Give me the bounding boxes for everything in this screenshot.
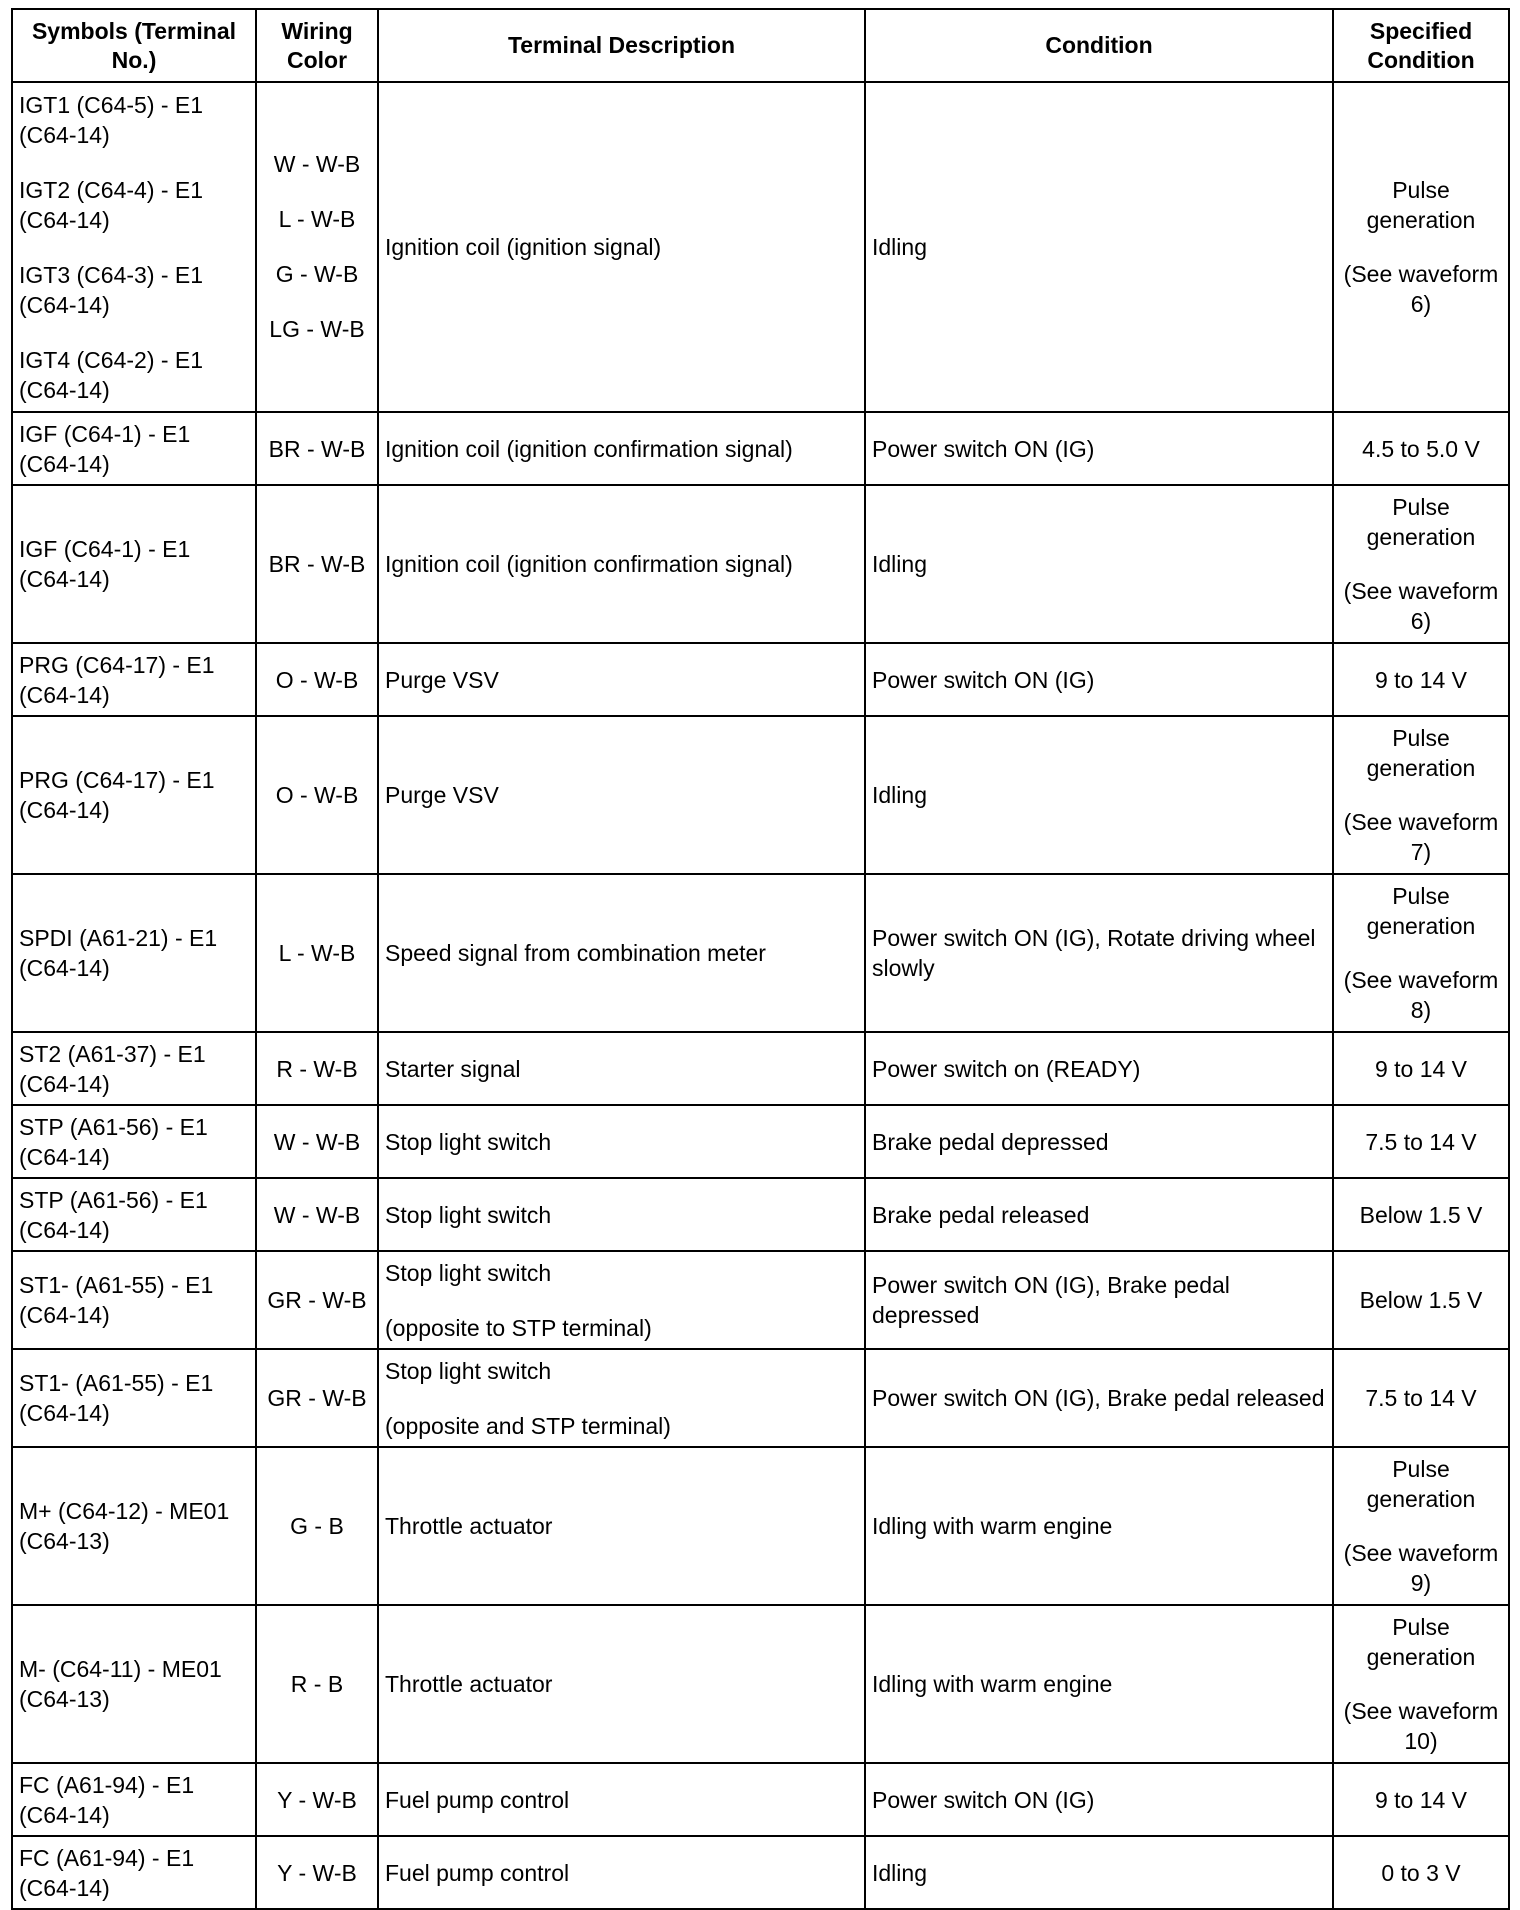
symbol-line: IGT4 (C64-2) - E1 (C64-14) bbox=[19, 346, 204, 403]
cell-description: Stop light switch bbox=[378, 1105, 865, 1178]
cell-specified-condition: 7.5 to 14 V bbox=[1333, 1349, 1509, 1447]
cell-description: Speed signal from combination meter bbox=[378, 874, 865, 1032]
cell-description bbox=[378, 1349, 865, 1447]
cell-description: Purge VSV bbox=[378, 643, 865, 716]
cell-condition: Idling bbox=[865, 485, 1333, 643]
cell-description: Ignition coil (ignition confirmation signal) bbox=[378, 412, 865, 485]
table-row bbox=[12, 1251, 1509, 1349]
cell-wiring-color: W - W-B bbox=[256, 1105, 378, 1178]
cell-specified-condition: Below 1.5 V bbox=[1333, 1251, 1509, 1349]
spec-value: Pulse generation bbox=[1366, 1614, 1476, 1670]
cell-symbols bbox=[12, 82, 256, 412]
table-row bbox=[12, 874, 1509, 1032]
cell-wiring-color: R - B bbox=[256, 1605, 378, 1763]
table-row bbox=[12, 82, 1509, 412]
table-row bbox=[12, 485, 1509, 643]
cell-specified-condition bbox=[1333, 1605, 1509, 1763]
spec-note: (See waveform 6) bbox=[1343, 578, 1499, 634]
cell-symbols: FC (A61-94) - E1 (C64-14) bbox=[12, 1836, 256, 1909]
cell-wiring-color: GR - W-B bbox=[256, 1349, 378, 1447]
header-specified-condition: Specified Condition bbox=[1333, 9, 1509, 82]
spec-note: (See waveform 8) bbox=[1343, 967, 1499, 1023]
cell-condition: Power switch ON (IG) bbox=[865, 643, 1333, 716]
table-row bbox=[12, 716, 1509, 874]
cell-description: Ignition coil (ignition confirmation signal) bbox=[378, 485, 865, 643]
table-body bbox=[12, 82, 1509, 1909]
cell-symbols: STP (A61-56) - E1 (C64-14) bbox=[12, 1105, 256, 1178]
cell-description: Starter signal bbox=[378, 1032, 865, 1105]
cell-symbols: ST1- (A61-55) - E1 (C64-14) bbox=[12, 1251, 256, 1349]
cell-specified-condition bbox=[1333, 1447, 1509, 1605]
cell-condition: Power switch ON (IG) bbox=[865, 1763, 1333, 1836]
cell-symbols: SPDI (A61-21) - E1 (C64-14) bbox=[12, 874, 256, 1032]
cell-condition: Power switch ON (IG), Brake pedal depressed bbox=[865, 1251, 1333, 1349]
cell-symbols: PRG (C64-17) - E1 (C64-14) bbox=[12, 716, 256, 874]
spec-value: Pulse generation bbox=[1366, 883, 1476, 939]
cell-specified-condition bbox=[1333, 82, 1509, 412]
cell-specified-condition bbox=[1333, 874, 1509, 1032]
cell-description: Throttle actuator bbox=[378, 1447, 865, 1605]
cell-description: Throttle actuator bbox=[378, 1605, 865, 1763]
cell-wiring-color bbox=[256, 82, 378, 412]
cell-specified-condition: 4.5 to 5.0 V bbox=[1333, 412, 1509, 485]
symbol-line: IGT2 (C64-4) - E1 (C64-14) bbox=[19, 176, 204, 233]
cell-symbols: ST1- (A61-55) - E1 (C64-14) bbox=[12, 1349, 256, 1447]
description-line: Stop light switch bbox=[385, 1357, 552, 1384]
spec-note: (See waveform 6) bbox=[1343, 261, 1499, 317]
table-row bbox=[12, 412, 1509, 485]
cell-symbols: M+ (C64-12) - ME01 (C64-13) bbox=[12, 1447, 256, 1605]
header-row bbox=[12, 9, 1509, 82]
wiring-line: LG - W-B bbox=[269, 316, 365, 342]
wiring-line: L - W-B bbox=[278, 206, 356, 232]
spec-value: Pulse generation bbox=[1366, 177, 1476, 233]
cell-specified-condition: Below 1.5 V bbox=[1333, 1178, 1509, 1251]
cell-wiring-color: Y - W-B bbox=[256, 1763, 378, 1836]
header-wiring-color: Wiring Color bbox=[256, 9, 378, 82]
cell-wiring-color: BR - W-B bbox=[256, 412, 378, 485]
spec-value: Pulse generation bbox=[1366, 1456, 1476, 1512]
cell-description: Fuel pump control bbox=[378, 1763, 865, 1836]
cell-description: Purge VSV bbox=[378, 716, 865, 874]
header-condition: Condition bbox=[865, 9, 1333, 82]
cell-condition: Brake pedal depressed bbox=[865, 1105, 1333, 1178]
table-row bbox=[12, 1178, 1509, 1251]
cell-specified-condition: 7.5 to 14 V bbox=[1333, 1105, 1509, 1178]
spec-note: (See waveform 9) bbox=[1343, 1540, 1499, 1596]
cell-description: Stop light switch bbox=[378, 1178, 865, 1251]
cell-description: Fuel pump control bbox=[378, 1836, 865, 1909]
symbol-line: IGT3 (C64-3) - E1 (C64-14) bbox=[19, 261, 204, 318]
cell-condition: Idling bbox=[865, 1836, 1333, 1909]
cell-condition: Power switch on (READY) bbox=[865, 1032, 1333, 1105]
cell-symbols: M- (C64-11) - ME01 (C64-13) bbox=[12, 1605, 256, 1763]
cell-condition: Idling bbox=[865, 716, 1333, 874]
cell-wiring-color: O - W-B bbox=[256, 716, 378, 874]
cell-wiring-color: Y - W-B bbox=[256, 1836, 378, 1909]
cell-specified-condition: 9 to 14 V bbox=[1333, 1032, 1509, 1105]
header-terminal-description: Terminal Description bbox=[378, 9, 865, 82]
cell-wiring-color: G - B bbox=[256, 1447, 378, 1605]
cell-symbols: IGF (C64-1) - E1 (C64-14) bbox=[12, 412, 256, 485]
header-symbols: Symbols (Terminal No.) bbox=[12, 9, 256, 82]
cell-description: Ignition coil (ignition signal) bbox=[378, 82, 865, 412]
description-note: (opposite and STP terminal) bbox=[385, 1412, 671, 1439]
cell-specified-condition: 9 to 14 V bbox=[1333, 1763, 1509, 1836]
table-row bbox=[12, 1836, 1509, 1909]
table-row bbox=[12, 1763, 1509, 1836]
table-row bbox=[12, 643, 1509, 716]
table-row bbox=[12, 1105, 1509, 1178]
wiring-line: G - W-B bbox=[275, 261, 359, 287]
spec-note: (See waveform 7) bbox=[1343, 809, 1499, 865]
cell-wiring-color: GR - W-B bbox=[256, 1251, 378, 1349]
cell-wiring-color: R - W-B bbox=[256, 1032, 378, 1105]
cell-condition: Power switch ON (IG), Brake pedal released bbox=[865, 1349, 1333, 1447]
cell-symbols: STP (A61-56) - E1 (C64-14) bbox=[12, 1178, 256, 1251]
cell-condition: Brake pedal released bbox=[865, 1178, 1333, 1251]
symbol-line: IGT1 (C64-5) - E1 (C64-14) bbox=[19, 91, 204, 148]
cell-wiring-color: O - W-B bbox=[256, 643, 378, 716]
cell-wiring-color: BR - W-B bbox=[256, 485, 378, 643]
cell-symbols: ST2 (A61-37) - E1 (C64-14) bbox=[12, 1032, 256, 1105]
cell-specified-condition bbox=[1333, 716, 1509, 874]
terminal-spec-table bbox=[11, 8, 1510, 1910]
description-line: Stop light switch bbox=[385, 1259, 552, 1286]
cell-specified-condition bbox=[1333, 485, 1509, 643]
cell-condition: Idling bbox=[865, 82, 1333, 412]
spec-note: (See waveform 10) bbox=[1343, 1698, 1499, 1754]
cell-symbols: PRG (C64-17) - E1 (C64-14) bbox=[12, 643, 256, 716]
table-row bbox=[12, 1032, 1509, 1105]
cell-condition: Idling with warm engine bbox=[865, 1605, 1333, 1763]
cell-condition: Idling with warm engine bbox=[865, 1447, 1333, 1605]
cell-symbols: IGF (C64-1) - E1 (C64-14) bbox=[12, 485, 256, 643]
table-row bbox=[12, 1447, 1509, 1605]
cell-condition: Power switch ON (IG) bbox=[865, 412, 1333, 485]
cell-wiring-color: W - W-B bbox=[256, 1178, 378, 1251]
cell-specified-condition: 9 to 14 V bbox=[1333, 643, 1509, 716]
description-note: (opposite to STP terminal) bbox=[385, 1314, 652, 1341]
cell-symbols: FC (A61-94) - E1 (C64-14) bbox=[12, 1763, 256, 1836]
spec-value: Pulse generation bbox=[1366, 494, 1476, 550]
cell-wiring-color: L - W-B bbox=[256, 874, 378, 1032]
spec-value: Pulse generation bbox=[1366, 725, 1476, 781]
wiring-line: W - W-B bbox=[273, 151, 361, 177]
table-row bbox=[12, 1349, 1509, 1447]
cell-condition: Power switch ON (IG), Rotate driving wheel slowly bbox=[865, 874, 1333, 1032]
cell-specified-condition: 0 to 3 V bbox=[1333, 1836, 1509, 1909]
cell-description bbox=[378, 1251, 865, 1349]
table-row bbox=[12, 1605, 1509, 1763]
